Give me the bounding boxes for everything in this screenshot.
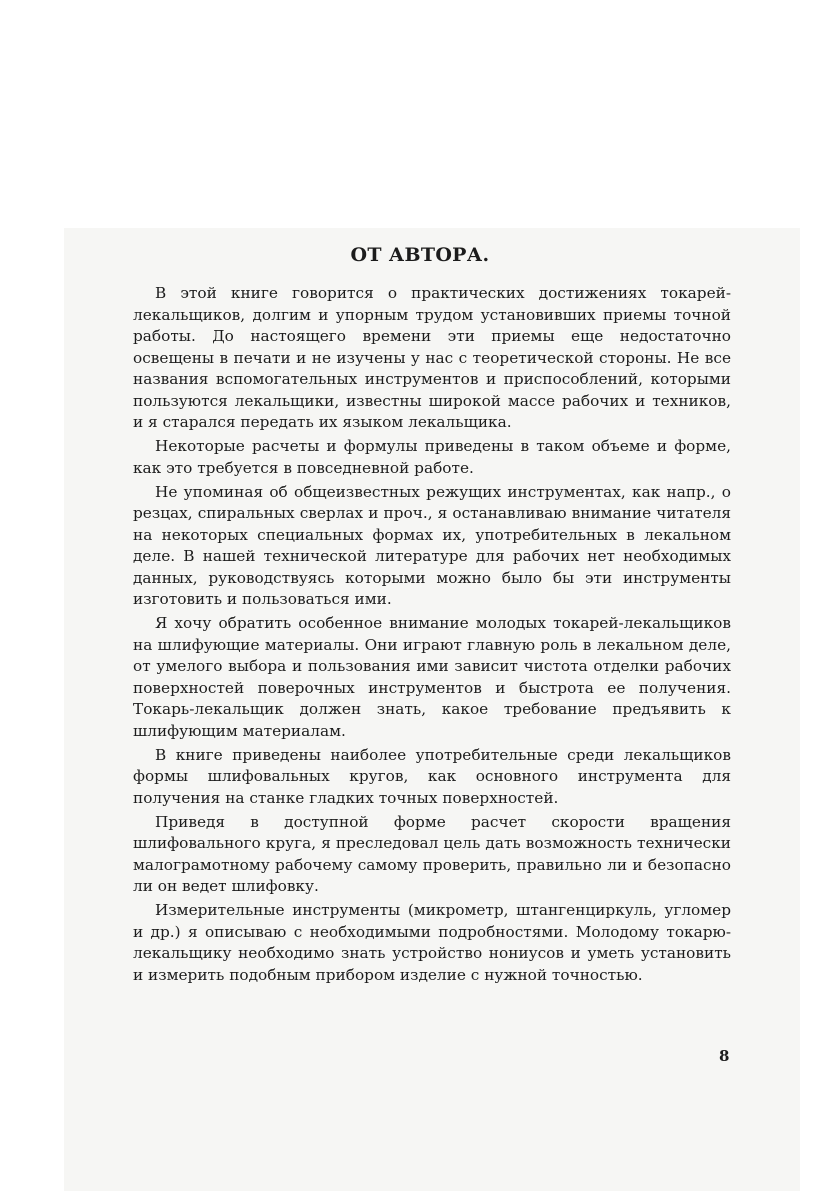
paragraph: Приведя в доступной форме расчет скорости вращения шлифовального круга, я преследовал цель дать возможность технически малограмотному рабочему самому проверить, правильно ли и безопасно ли он ведет шлифовку. bbox=[133, 812, 731, 895]
page-number: 8 bbox=[719, 1047, 730, 1065]
chapter-title: ОТ АВТОРА. bbox=[350, 244, 490, 266]
paragraph: Измерительные инструменты (микрометр, штангенциркуль, угломер и др.) я описываю с необходимыми подробностями. Молодому токарю-лекальщику необходимо знать устройство нониусов и уметь установить и измерить подобным прибором изделие с нужной точностью. bbox=[133, 901, 731, 984]
paragraph: Не упоминая об общеизвестных режущих инструментах, как напр., о резцах, спиральных сверлах и проч., я останавливаю внимание читателя на некоторых специальных формах их, употребительных в лекальном деле. В нашей технической литературе для рабочих нет необходимых данных, руководствуясь которыми можно было бы эти инструменты изготовить и пользоваться ими. bbox=[133, 482, 731, 608]
paragraph: Я хочу обратить особенное внимание молодых токарей-лекальщиков на шлифующие материалы. Они играют главную роль в лекальном деле, от умелого выбора и пользования ими зависит чистота отделки рабочих поверхностей поверочных инструментов и быстрота ее получения. Токарь-лекальщик должен знать, какое требование предъявить к шлифующим материалам. bbox=[133, 614, 731, 740]
paragraph: Некоторые расчеты и формулы приведены в таком объеме и форме, как это требуется в повседневной работе. bbox=[133, 437, 731, 477]
preface-text bbox=[133, 283, 731, 989]
paragraph: В книге приведены наиболее употребительные среди лекальщиков формы шлифовальных кругов, как основного инструмента для получения на станке гладких точных поверхностей. bbox=[133, 745, 731, 807]
paragraph: В этой книге говорится о практических достижениях токарей-лекальщиков, долгим и упорным трудом установивших приемы точной работы. До настоящего времени эти приемы еще недостаточно освещены в печати и не изучены у нас с теоретической стороны. Не все названия вспомогательных инструментов и приспособлений, которыми пользуются лекальщики, известны широкой массе рабочих и техников, и я старался передать их языком лекальщика. bbox=[133, 284, 731, 431]
